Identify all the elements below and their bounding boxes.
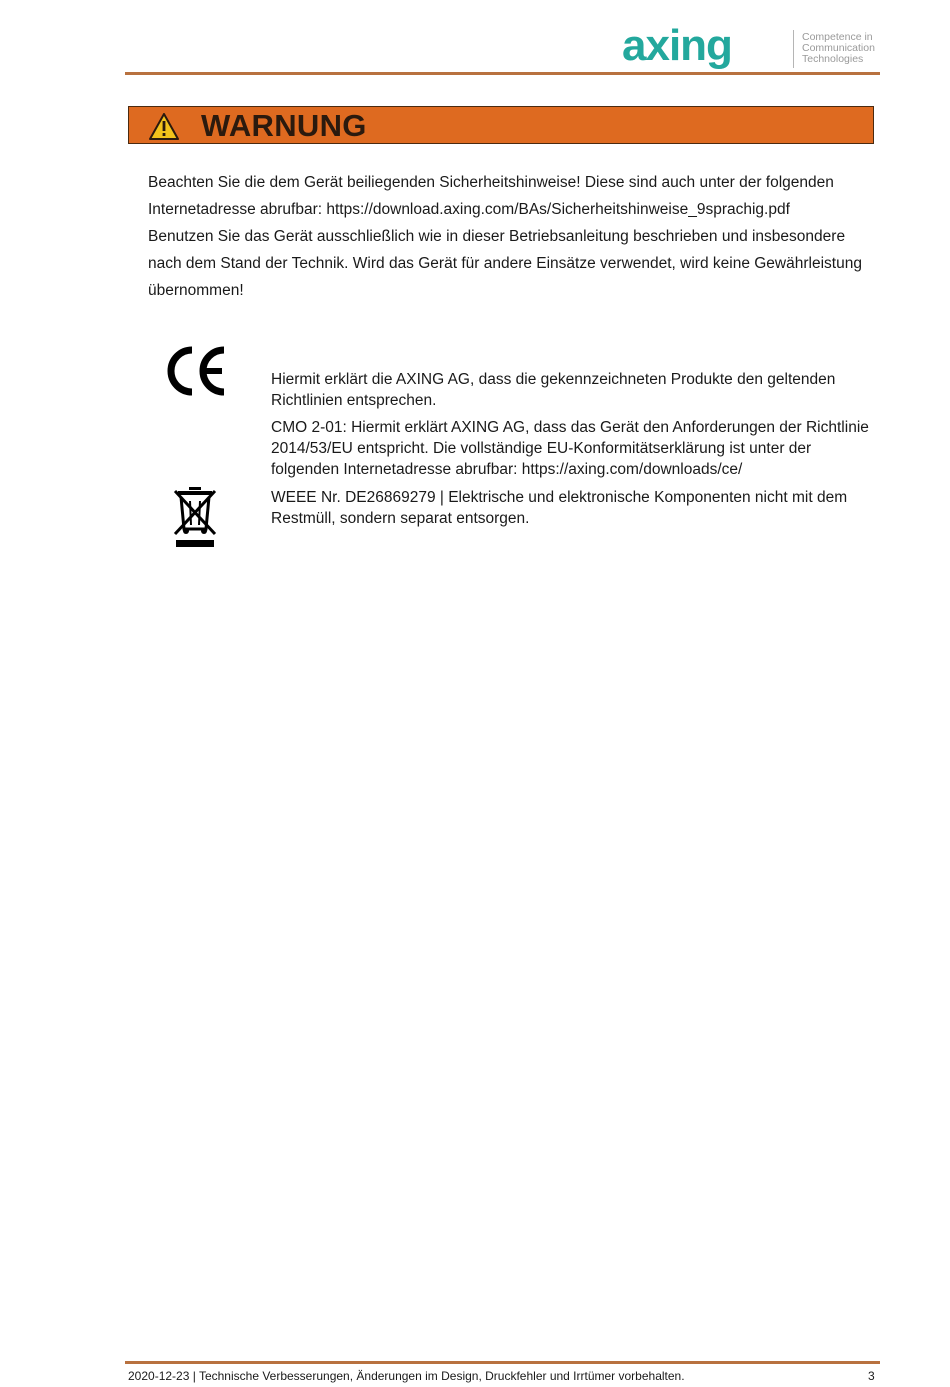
ce-declaration <box>271 369 871 411</box>
footer-disclaimer: 2020-12-23 | Technische Verbesserungen, Änderungen im Design, Druckfehler und Irrtümer vorbehalten. <box>128 1369 685 1383</box>
weee-crossed-bin-icon <box>170 485 220 549</box>
warning-title: WARNUNG <box>201 108 367 143</box>
tagline-line-1: Competence in <box>802 31 873 43</box>
warning-triangle-icon <box>149 113 179 140</box>
safety-intro <box>148 169 868 304</box>
axing-wordmark-icon <box>622 28 790 70</box>
page-number: 3 <box>868 1369 875 1383</box>
cmo-declaration <box>271 417 871 480</box>
tagline-line-2: Communication <box>802 42 875 54</box>
intro-paragraph-1: Beachten Sie die dem Gerät beiliegenden Sicherheitshinweise! Diese sind auch unter der folgenden Internetadresse abrufbar: https://download.axing.com/BAs/Sicherheitshinweise_9sprachig.pdf <box>148 174 834 218</box>
ce-mark-icon <box>164 345 228 397</box>
weee-text: WEEE Nr. DE26869279 | Elektrische und elektronische Komponenten nicht mit dem Restmüll, sondern separat entsorgen. <box>271 489 848 527</box>
logo-tagline <box>802 32 875 65</box>
weee-declaration <box>271 487 871 529</box>
footer-rule <box>125 1361 880 1364</box>
tagline-line-3: Technologies <box>802 53 864 65</box>
logo-wordmark: axing <box>622 28 732 70</box>
intro-paragraph-2: Benutzen Sie das Gerät ausschließlich wie in dieser Betriebsanleitung beschrieben und insbesondere nach dem Stand der Technik. Wird das Gerät für andere Einsätze verwendet, wird keine Gewährleistung übernommen! <box>148 228 862 299</box>
ce-text: Hiermit erklärt die AXING AG, dass die gekennzeichneten Produkte den geltenden Richtlinien entsprechen. <box>271 371 836 409</box>
cmo-text: CMO 2-01: Hiermit erklärt AXING AG, dass das Gerät den Anforderungen der Richtlinie 2014/53/EU entspricht. Die vollständige EU-Konformitätserklärung ist unter der folgenden Internetadresse abrufbar: https://axing.com/downloads/ce/ <box>271 419 869 478</box>
header-rule <box>125 72 880 75</box>
warning-banner <box>128 106 874 144</box>
axing-logo <box>622 28 880 70</box>
logo-separator <box>793 30 794 68</box>
